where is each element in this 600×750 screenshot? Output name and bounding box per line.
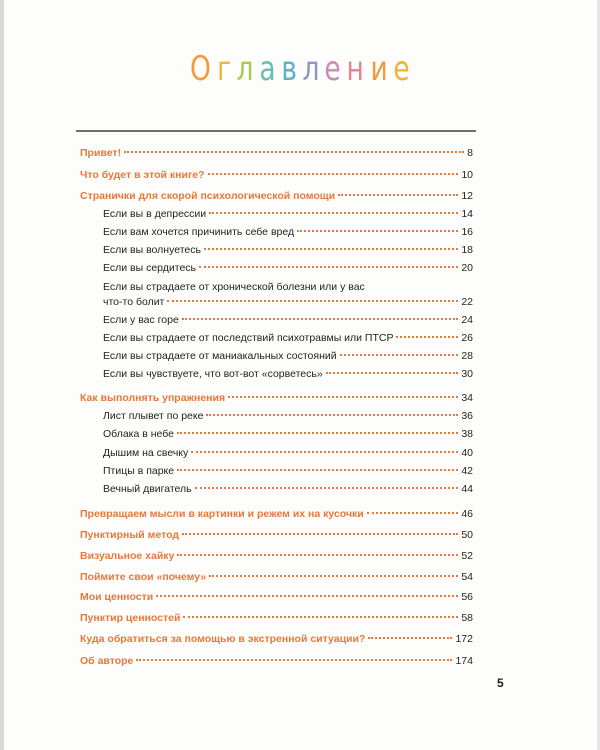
toc-subentry-maniak[interactable] xyxy=(103,349,473,363)
dot-leader xyxy=(124,151,464,153)
dot-leader xyxy=(183,616,458,618)
toc-subentry-bolezn[interactable] xyxy=(103,295,473,309)
toc-subentry-vred[interactable] xyxy=(103,225,473,239)
toc-page-number: 174 xyxy=(455,655,473,667)
toc-entry-label: Если вы в депрессии xyxy=(103,208,207,220)
toc-entry-stranichki[interactable] xyxy=(80,189,473,203)
toc-entry-label: Пунктир ценностей xyxy=(80,612,181,624)
toc-subentry-dvigatel[interactable] xyxy=(103,482,473,496)
dot-leader xyxy=(338,194,458,196)
toc-entry-label: Что будет в этой книге? xyxy=(80,169,205,181)
dot-leader xyxy=(177,432,458,434)
dot-leader xyxy=(228,396,458,398)
dot-leader xyxy=(177,469,458,471)
title-letter: н xyxy=(346,49,366,89)
toc-entry-privet[interactable] xyxy=(80,146,473,160)
toc-entry-ob-avtore[interactable] xyxy=(80,654,473,668)
title-letter: а xyxy=(259,49,277,89)
toc-entry-label: Вечный двигатель xyxy=(103,483,192,495)
toc-subentry-ptsr[interactable] xyxy=(103,331,473,345)
toc-page-number: 22 xyxy=(461,296,473,308)
toc-entry-label: Куда обратиться за помощью в экстренной ситуации? xyxy=(80,633,366,645)
dot-leader xyxy=(191,451,458,453)
toc-page-number: 54 xyxy=(461,571,473,583)
toc-entry-label: Если вам хочется причинить себе вред xyxy=(103,226,295,238)
dot-leader xyxy=(182,318,459,320)
toc-page-number: 58 xyxy=(461,612,473,624)
toc-page-number: 14 xyxy=(461,208,473,220)
toc-entry-prevrashaem[interactable] xyxy=(80,507,473,521)
title-letter: г xyxy=(217,49,232,89)
toc-page-number: 38 xyxy=(461,428,473,440)
toc-page-number: 44 xyxy=(461,483,473,495)
dot-leader xyxy=(368,637,452,639)
toc-entry-pochemu[interactable] xyxy=(80,570,473,584)
toc-entry-label: Пунктирный метод xyxy=(80,529,180,541)
toc-subentry-bolezn-line1: Если вы страдаете от хронической болезни или у вас xyxy=(103,281,365,293)
dot-leader xyxy=(208,173,459,175)
toc-subentry-gore[interactable] xyxy=(103,313,473,327)
toc-page-number: 18 xyxy=(461,244,473,256)
toc-subentry-volnuetes[interactable] xyxy=(103,243,473,257)
toc-entry-label: Мои ценности xyxy=(80,591,154,603)
toc-page-number: 20 xyxy=(461,262,473,274)
title-letter: в xyxy=(280,49,298,89)
dot-leader xyxy=(167,300,458,302)
title-letter: и xyxy=(370,49,389,89)
toc-page-number: 50 xyxy=(461,529,473,541)
toc-entry-tsennosti[interactable] xyxy=(80,590,473,604)
toc-subentry-list[interactable] xyxy=(103,409,473,423)
toc-entry-label: Если вы страдаете от последствий психотравмы или ПТСР xyxy=(103,332,394,344)
toc-subentry-sorvetes[interactable] xyxy=(103,367,473,381)
toc-entry-label: Если у вас горе xyxy=(103,314,179,326)
toc-page-number: 56 xyxy=(461,591,473,603)
toc-entry-label: Облака в небе xyxy=(103,428,175,440)
toc-entry-label: Привет! xyxy=(80,147,122,159)
toc-page-number: 28 xyxy=(461,350,473,362)
toc-page-number: 36 xyxy=(461,410,473,422)
toc-page-number: 24 xyxy=(461,314,473,326)
toc-entry-label: Об авторе xyxy=(80,655,134,667)
title-letter: л xyxy=(302,49,320,89)
toc-page-number: 30 xyxy=(461,368,473,380)
toc-page-number: 10 xyxy=(461,169,473,181)
toc-entry-label: Поймите свои «почему» xyxy=(80,571,207,583)
toc-entry-chto-budet[interactable] xyxy=(80,168,473,182)
toc-subentry-oblaka[interactable] xyxy=(103,427,473,441)
dot-leader xyxy=(136,659,452,661)
dot-leader xyxy=(396,336,458,338)
title-letter: л xyxy=(236,49,255,89)
toc-entry-label: Если вы чувствуете, что вот-вот «сорветесь» xyxy=(103,368,323,380)
dot-leader xyxy=(156,595,458,597)
toc-entry-label: Если вы сердитесь xyxy=(103,262,197,274)
toc-entry-label: Странички для скорой психологической помощи xyxy=(80,190,336,202)
toc-entry-kuda[interactable] xyxy=(80,632,473,646)
dot-leader xyxy=(209,212,458,214)
toc-page-number: 12 xyxy=(461,190,473,202)
toc-entry-label: Если вы страдаете от маниакальных состояний xyxy=(103,350,337,362)
toc-subentry-svechku[interactable] xyxy=(103,446,473,460)
toc-entry-label: Как выполнять упражнения xyxy=(80,392,226,404)
toc-subentry-depressii[interactable] xyxy=(103,207,473,221)
toc-entry-label: Превращаем мысли в картинки и режем их на кусочки xyxy=(80,508,364,520)
dot-leader xyxy=(195,487,459,489)
dot-leader xyxy=(199,266,458,268)
dot-leader xyxy=(209,575,458,577)
toc-entry-label: что-то болит xyxy=(103,296,165,308)
toc-entry-punktirny[interactable] xyxy=(80,528,473,542)
toc-subentry-serdites[interactable] xyxy=(103,261,473,275)
toc-entry-label: Визуальное хайку xyxy=(80,550,175,562)
toc-page-number: 8 xyxy=(467,147,473,159)
toc-entry-label: Птицы в парке xyxy=(103,465,175,477)
title-letter: е xyxy=(324,49,342,89)
title-letter: е xyxy=(393,49,411,89)
title-letter: О xyxy=(190,49,213,89)
toc-page-number: 172 xyxy=(455,633,473,645)
toc-page-number: 52 xyxy=(461,550,473,562)
toc-page-number: 26 xyxy=(461,332,473,344)
dot-leader xyxy=(182,533,458,535)
toc-entry-label: Если вы волнуетесь xyxy=(103,244,201,256)
toc-page-number: 46 xyxy=(461,508,473,520)
toc-subentry-ptitsy[interactable] xyxy=(103,464,473,478)
toc-page-number: 42 xyxy=(461,465,473,477)
dot-leader xyxy=(206,414,458,416)
toc-entry-haiku[interactable] xyxy=(80,549,473,563)
toc-entry-punktir-tsennostey[interactable] xyxy=(80,611,473,625)
toc-page-number: 34 xyxy=(461,392,473,404)
page-number: 5 xyxy=(497,676,504,690)
toc-page-number: 16 xyxy=(461,226,473,238)
dot-leader xyxy=(204,248,458,250)
dot-leader xyxy=(177,554,458,556)
dot-leader xyxy=(367,512,459,514)
toc-page-number: 40 xyxy=(461,447,473,459)
toc-entry-kak-vypolnyat[interactable] xyxy=(80,391,473,405)
dot-leader xyxy=(326,372,459,374)
toc-entry-label: Дышим на свечку xyxy=(103,447,189,459)
dot-leader xyxy=(297,230,458,232)
toc-entry-label: Лист плывет по реке xyxy=(103,410,204,422)
dot-leader xyxy=(340,354,459,356)
